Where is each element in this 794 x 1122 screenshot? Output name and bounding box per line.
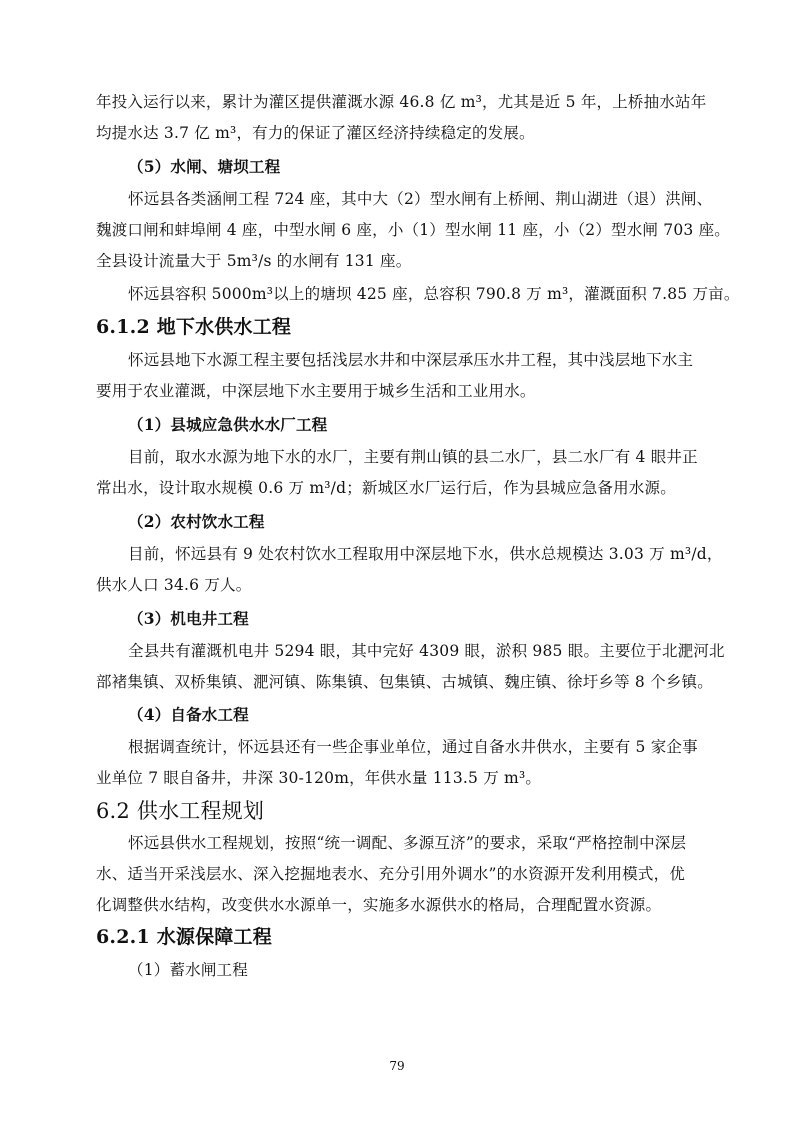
section-heading-6-2: 6.2 供水工程规划 — [96, 799, 265, 823]
paragraph-line: 目前，取水水源为地下水的水厂，主要有荆山镇的县二水厂，县二水厂有 4 眼井正 — [128, 448, 698, 466]
section-heading-6-1-2: 6.1.2 地下水供水工程 — [96, 316, 292, 338]
paragraph-line: 业单位 7 眼自备井，井深 30-120m，年供水量 113.5 万 m³。 — [96, 769, 542, 787]
paragraph-line: 全县设计流量大于 5m³/s 的水闸有 131 座。 — [96, 252, 412, 270]
paragraph-line: 化调整供水结构，改变供水水源单一，实施多水源供水的格局，合理配置水资源。 — [96, 896, 662, 914]
paragraph-line: 供水人口 34.6 万人。 — [96, 576, 252, 594]
paragraph-line: 常出水，设计取水规模 0.6 万 m³/d；新城区水厂运行后，作为县城应急备用水源。 — [96, 479, 676, 497]
paragraph-line: 全县共有灌溉机电井 5294 眼，其中完好 4309 眼，淤积 985 眼。主要位于北淝河北 — [128, 642, 725, 660]
paragraph-line: 怀远县地下水源工程主要包括浅层水井和中深层承压水井工程，其中浅层地下水主 — [128, 351, 694, 369]
paragraph-line: 部褚集镇、双桥集镇、淝河镇、陈集镇、包集镇、古城镇、魏庄镇、徐圩乡等 8 个乡镇。 — [96, 673, 713, 691]
subsection-heading-sluice: （5）水闸、塘坝工程 — [128, 157, 281, 176]
paragraph-line: 年投入运行以来，累计为灌区提供灌溉水源 46.8 亿 m³，尤其是近 5 年，上桥抽水站年 — [96, 93, 707, 111]
paragraph-line: 根据调查统计，怀远县还有一些企事业单位，通过自备水井供水，主要有 5 家企事 — [128, 738, 698, 756]
subsection-heading-wells: （3）机电井工程 — [128, 609, 249, 628]
paragraph-line: 目前，怀远县有 9 处农村饮水工程取用中深层地下水，供水总规模达 3.03 万 m³/d， — [128, 545, 723, 563]
section-heading-6-2-1: 6.2.1 水源保障工程 — [96, 926, 272, 948]
subsection-heading-self-supply: （4）自备水工程 — [128, 705, 249, 724]
paragraph-line: 魏渡口闸和蚌埠闸 4 座，中型水闸 6 座，小（1）型水闸 11 座，小（2）型水闸 703 座。 — [96, 221, 730, 239]
subsection-heading-storage-sluice: （1）蓄水闸工程 — [128, 961, 248, 979]
subsection-heading-emergency-plant: （1）县城应急供水水厂工程 — [128, 415, 328, 434]
page-number: 79 — [389, 1059, 405, 1073]
paragraph-line: 怀远县容积 5000m³以上的塘坝 425 座，总容积 790.8 万 m³，灌溉面积 7.85 万亩。 — [128, 285, 740, 303]
subsection-heading-rural-water: （2）农村饮水工程 — [128, 512, 265, 531]
paragraph-line: 要用于农业灌溉，中深层地下水主要用于城乡生活和工业用水。 — [96, 382, 536, 400]
paragraph-line: 水、适当开采浅层水、深入挖掘地表水、充分引用外调水”的水资源开发利用模式，优 — [96, 865, 686, 883]
paragraph-line: 怀远县供水工程规划，按照“统一调配、多源互济”的要求，采取“严格控制中深层 — [128, 834, 687, 852]
paragraph-line: 怀远县各类涵闸工程 724 座，其中大（2）型水闸有上桥闸、荆山湖进（退）洪闸、 — [128, 190, 713, 208]
paragraph-line: 均提水达 3.7 亿 m³，有力的保证了灌区经济持续稳定的发展。 — [96, 124, 535, 142]
